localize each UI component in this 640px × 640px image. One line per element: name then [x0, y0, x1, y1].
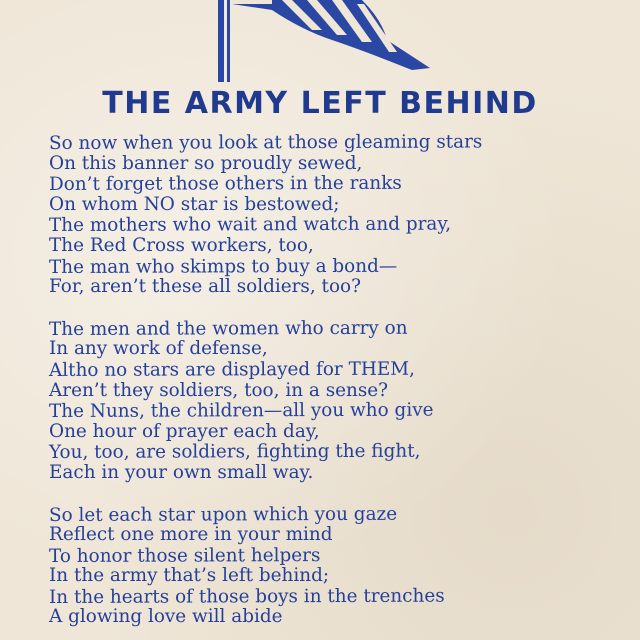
poem-line: Altho no stars are displayed for THEM, [48, 358, 416, 381]
poem-line: The mothers who wait and watch and pray, [48, 213, 452, 237]
poem-line: So let each star upon which you gaze [48, 503, 398, 526]
poem-line: The Nuns, the children—all you who give [48, 399, 434, 423]
stanza-1 [49, 133, 609, 298]
poem-body [49, 133, 609, 640]
poem-line: In the army that’s left behind; [49, 565, 330, 587]
poem-line: Each in your own small way. [49, 461, 314, 483]
poem-line: You, too, are soldiers, fighting the fight, [48, 440, 421, 464]
flag-icon [212, 0, 432, 84]
poem-line: In the hearts of those boys in the trenches [48, 585, 445, 608]
poem-line: The man who skimps to buy a bond— [48, 255, 398, 278]
poem-line: Don’t forget those others in the ranks [48, 172, 402, 196]
poem-line: A glowing love will abide [49, 606, 283, 628]
poem-line: On this banner so proudly sewed, [49, 152, 363, 174]
poem-title: THE ARMY LEFT BEHIND [102, 86, 538, 121]
poem-line: The Red Cross workers, too, [49, 234, 314, 256]
poem-line: Aren’t they soldiers, too, in a sense? [49, 379, 389, 401]
poem-line: For, aren’t these all soldiers, too? [49, 276, 361, 298]
poem-line: So now when you look at those gleaming stars [48, 131, 483, 154]
stanza-3 [49, 505, 609, 629]
poem-line: On whom NO star is bestowed; [49, 193, 340, 215]
stanza-2 [49, 319, 609, 484]
poem-line: The men and the women who carry on [48, 317, 408, 340]
poem-line: To honor those silent helpers [48, 544, 321, 567]
poem-line: In any work of defense, [49, 338, 268, 360]
poem-line: Reflect one more in your mind [49, 524, 333, 546]
poem-line: One hour of prayer each day, [49, 420, 320, 442]
